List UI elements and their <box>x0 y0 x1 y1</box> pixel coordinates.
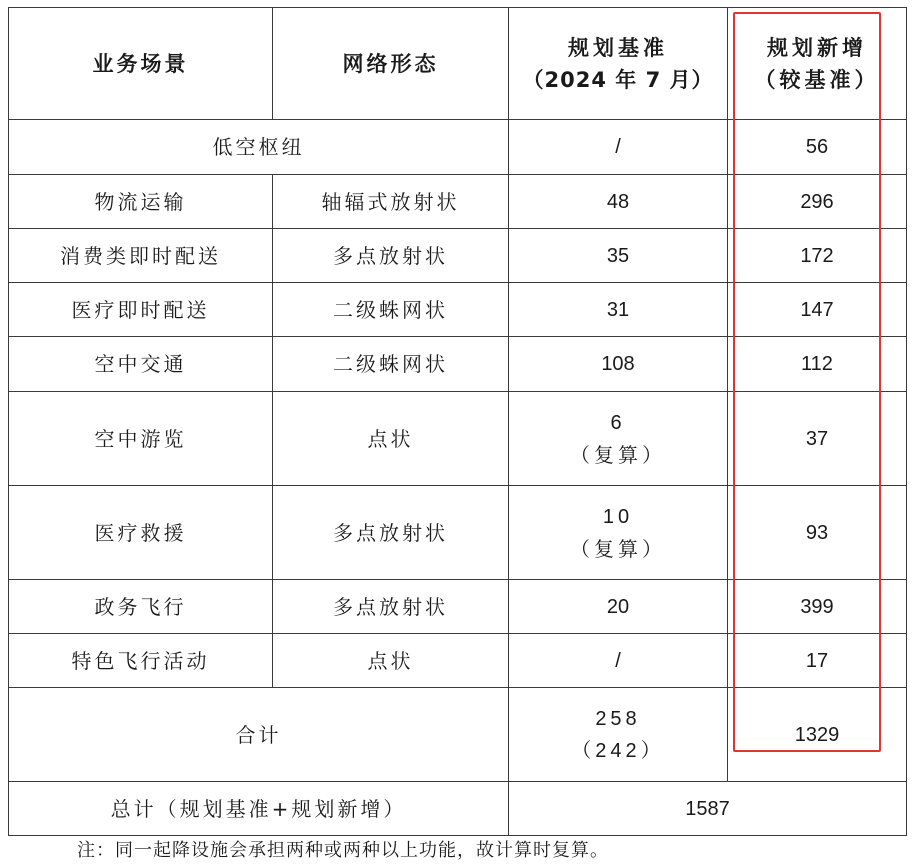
row-baseline <box>509 486 728 580</box>
table-row <box>9 580 907 634</box>
row-baseline-value: 6 <box>610 411 626 434</box>
table-row <box>9 283 907 337</box>
row-scene: 特色飞行活动 <box>9 634 273 688</box>
row-new: 112 <box>728 337 907 392</box>
row-network: 多点放射状 <box>273 486 509 580</box>
table-row <box>9 175 907 229</box>
header-baseline-date: （2024 年 7 月） <box>522 67 714 92</box>
row-new: 93 <box>728 486 907 580</box>
row-new: 172 <box>728 229 907 283</box>
table-row <box>9 486 907 580</box>
row-network: 点状 <box>273 634 509 688</box>
row-baseline <box>509 392 728 486</box>
row-network: 多点放射状 <box>273 580 509 634</box>
row-baseline-value: 10 <box>602 505 634 528</box>
table-row <box>9 229 907 283</box>
header-baseline <box>509 8 728 120</box>
row-baseline: / <box>509 120 728 175</box>
row-scene: 医疗救援 <box>9 486 273 580</box>
table-row <box>9 337 907 392</box>
row-baseline: 31 <box>509 283 728 337</box>
header-row <box>9 8 907 120</box>
row-new: 56 <box>728 120 907 175</box>
row-network: 多点放射状 <box>273 229 509 283</box>
row-baseline: 35 <box>509 229 728 283</box>
row-new: 147 <box>728 283 907 337</box>
row-scene: 医疗即时配送 <box>9 283 273 337</box>
row-scene: 低空枢纽 <box>9 120 509 175</box>
row-scene: 空中交通 <box>9 337 273 392</box>
header-baseline-title: 规划基准 <box>568 35 668 60</box>
row-network: 点状 <box>273 392 509 486</box>
row-network: 二级蛛网状 <box>273 337 509 392</box>
row-network: 二级蛛网状 <box>273 283 509 337</box>
row-baseline: 48 <box>509 175 728 229</box>
row-scene: 物流运输 <box>9 175 273 229</box>
header-new <box>728 8 907 120</box>
row-baseline: 20 <box>509 580 728 634</box>
subtotal-baseline-note: （242） <box>571 739 665 762</box>
planning-table <box>8 7 907 836</box>
header-new-sub: （较基准） <box>754 67 880 92</box>
row-new: 37 <box>728 392 907 486</box>
header-network: 网络形态 <box>273 8 509 120</box>
header-scene: 业务场景 <box>9 8 273 120</box>
total-row <box>9 782 907 836</box>
subtotal-baseline <box>509 688 728 782</box>
row-scene: 空中游览 <box>9 392 273 486</box>
total-value: 1587 <box>509 782 907 836</box>
footnote: 注：同一起降设施会承担两种或两种以上功能，故计算时复算。 <box>77 840 609 861</box>
subtotal-label: 合计 <box>9 688 509 782</box>
row-new: 17 <box>728 634 907 688</box>
table-row <box>9 120 907 175</box>
table-row <box>9 634 907 688</box>
row-baseline-note: （复算） <box>570 442 666 467</box>
table-row <box>9 392 907 486</box>
row-baseline: / <box>509 634 728 688</box>
subtotal-row <box>9 688 907 782</box>
header-new-title: 规划新增 <box>767 35 867 60</box>
row-new: 399 <box>728 580 907 634</box>
row-scene: 消费类即时配送 <box>9 229 273 283</box>
row-network: 轴辐式放射状 <box>273 175 509 229</box>
row-new: 296 <box>728 175 907 229</box>
subtotal-new: 1329 <box>728 688 907 782</box>
row-baseline-note: （复算） <box>570 536 666 561</box>
subtotal-baseline-value: 258 <box>595 707 641 730</box>
row-baseline: 108 <box>509 337 728 392</box>
row-scene: 政务飞行 <box>9 580 273 634</box>
total-label: 总计（规划基准+规划新增） <box>9 782 509 836</box>
